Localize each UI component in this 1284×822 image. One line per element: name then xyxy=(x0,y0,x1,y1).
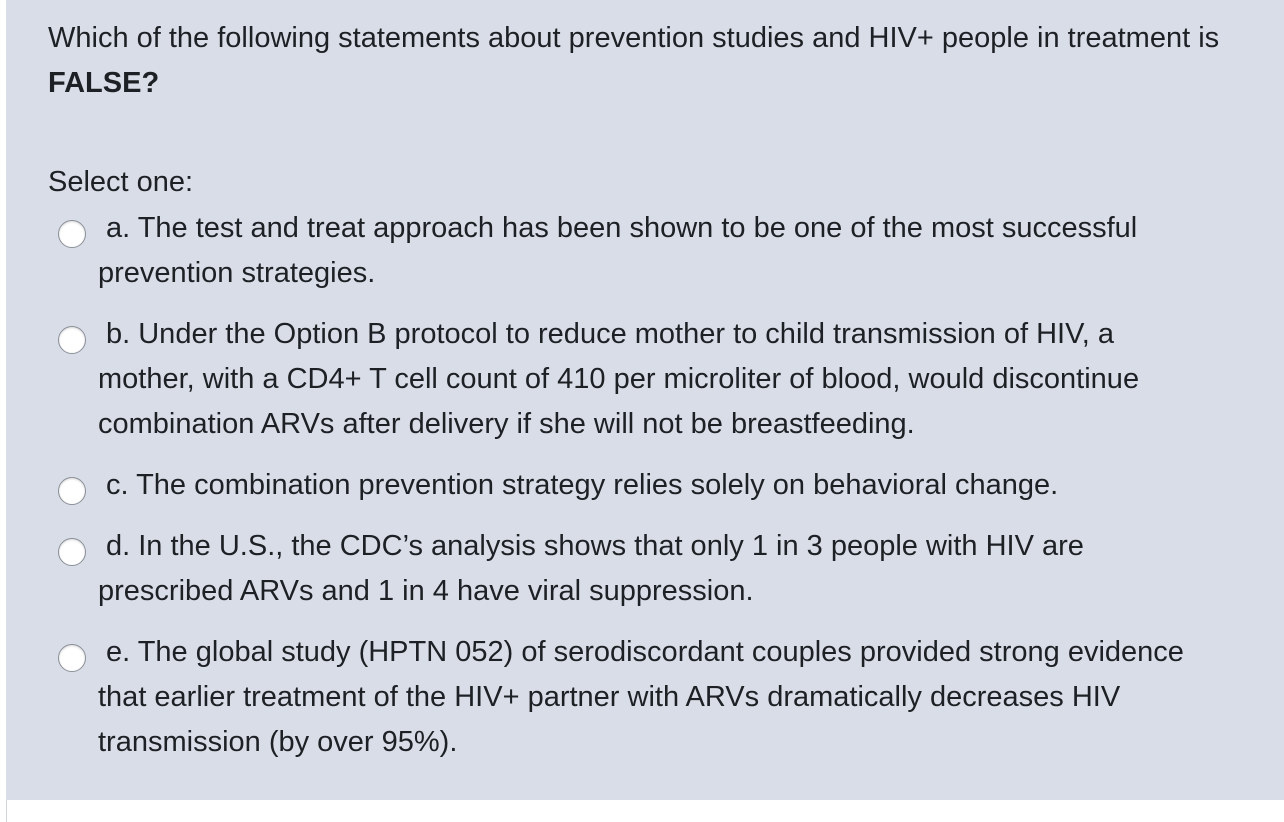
radio-button-e[interactable] xyxy=(58,644,86,672)
answer-label-e: e. The global study (HPTN 052) of serodiscordant couples provided strong evidence that earlier treatment of the HIV+ partner with ARVs dramatically decreases HIV transmission (by over 95%). xyxy=(98,636,1184,758)
question-panel xyxy=(6,0,1284,800)
radio-button-a[interactable] xyxy=(58,220,86,248)
question-emphasis: FALSE? xyxy=(48,67,160,99)
answer-label-b: b. Under the Option B protocol to reduce mother to child transmission of HIV, a mother, with a CD4+ T cell count of 410 per microliter of blood, would discontinue combination ARVs after delivery if she will not be breastfeeding. xyxy=(98,318,1140,440)
radio-button-d[interactable] xyxy=(58,538,86,566)
answer-option-b[interactable] xyxy=(48,312,1208,447)
select-one-prompt: Select one: xyxy=(48,166,194,198)
answer-label-a: a. The test and treat approach has been shown to be one of the most successful prevention strategies. xyxy=(98,212,1138,289)
question-text xyxy=(48,16,1258,106)
answer-options xyxy=(48,206,1284,765)
radio-button-b[interactable] xyxy=(58,326,86,354)
answer-option-a[interactable] xyxy=(48,206,1208,296)
answer-label-d: d. In the U.S., the CDC’s analysis shows that only 1 in 3 people with HIV are prescribed ARVs and 1 in 4 have viral suppression. xyxy=(98,530,1084,607)
radio-button-c[interactable] xyxy=(58,477,86,505)
question-text-main: Which of the following statements about prevention studies and HIV+ people in treatment is xyxy=(48,22,1220,54)
answer-label-c: c. The combination prevention strategy relies solely on behavioral change. xyxy=(106,469,1059,501)
answer-option-e[interactable] xyxy=(48,630,1208,765)
answer-option-d[interactable] xyxy=(48,524,1208,614)
answer-option-c[interactable] xyxy=(48,463,1208,508)
left-border-line xyxy=(6,800,7,822)
